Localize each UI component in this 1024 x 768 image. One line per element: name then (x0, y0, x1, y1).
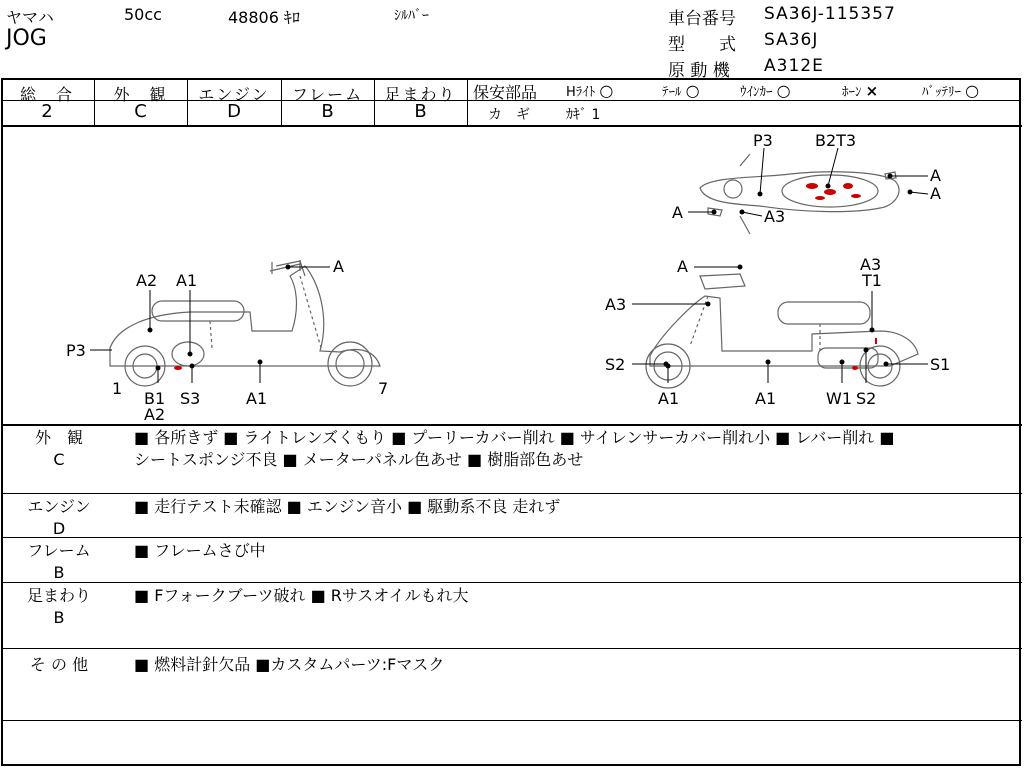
color: ｼﾙﾊﾞｰ (394, 8, 429, 24)
label-7: 7 (378, 379, 389, 398)
grade-value-frame: B (321, 101, 334, 122)
section-divider (1, 648, 1022, 649)
label-a-top3: A (672, 203, 683, 222)
chassis-label: 車台番号 (668, 9, 736, 29)
grade-value-overall: 2 (41, 101, 53, 122)
grade-label-exterior: 外 観 (113, 85, 168, 104)
section-engine-text: ■ 走行テスト未確認 ■ エンジン音小 ■ 駆動系不良 走れず (134, 497, 561, 516)
grade-col-sep (467, 78, 468, 126)
label-t1: T1 (862, 271, 882, 290)
section-title: 外 観 (34, 428, 83, 447)
label-a3-right: A3 (860, 255, 882, 274)
leader-lines (90, 148, 928, 383)
section-grade: B (53, 608, 65, 627)
section-frame-label (24, 540, 94, 584)
label-a3-side: A3 (605, 295, 627, 314)
section-exterior-label (24, 427, 94, 471)
section-divider (1, 720, 1022, 721)
right-side-scooter-drawing (646, 274, 918, 388)
section-title: エンジン (27, 497, 91, 516)
label-b2t3: B2T3 (815, 131, 857, 150)
grade-value-engine: D (227, 101, 241, 122)
safety-item-battery (922, 81, 979, 100)
label-w1: W1 (826, 389, 852, 408)
engine-value: A312E (764, 56, 824, 76)
top-view-scooter-drawing (700, 154, 899, 234)
section-grade: C (53, 450, 65, 469)
chassis-number: SA36J-115357 (764, 4, 896, 24)
grade-label-engine: エンジン (198, 85, 270, 104)
label-s2: S2 (605, 355, 626, 374)
grade-label-suspension: 足まわり (384, 85, 457, 104)
safety-label: 保安部品 (473, 83, 538, 102)
label-a-top2: A (930, 184, 941, 203)
safety-item-name: ﾃｰﾙ (662, 85, 682, 100)
safety-item-name: Hﾗｲﾄ (566, 85, 596, 100)
maker: ヤマハ (6, 8, 54, 27)
section-grade: B (53, 563, 65, 582)
grade-label-overall: 総 合 (19, 85, 74, 104)
label-a-top1: A (930, 166, 941, 185)
safety-item-mark: × (865, 82, 879, 100)
label-a1-lower: A1 (246, 389, 268, 408)
key-value: ｶｷﾞ 1 (566, 107, 601, 123)
label-p3: P3 (66, 341, 86, 360)
diagram-bottom-line (1, 424, 1022, 426)
label-s3: S3 (180, 389, 201, 408)
label-a1: A1 (176, 271, 198, 290)
safety-item-mark: ○ (776, 81, 791, 100)
grade-value-exterior: C (134, 101, 147, 122)
safety-item-mark: ○ (965, 81, 980, 100)
section-suspension-text: ■ Fフォークブーツ破れ ■ Rサスオイルもれ大 (134, 586, 469, 605)
label-a2-lower: A2 (144, 405, 166, 424)
safety-divider (467, 100, 1021, 101)
safety-item-horn (842, 81, 878, 100)
label-a: A (333, 257, 344, 276)
safety-item-name: ﾎｰﾝ (842, 85, 862, 100)
section-other-label (24, 654, 94, 676)
safety-item-name: ﾊﾞｯﾃﾘｰ (922, 85, 961, 100)
label-a1-right2: A1 (755, 389, 777, 408)
section-title: そ の 他 (29, 655, 89, 674)
section-suspension-label (24, 585, 94, 629)
safety-item-headlight (566, 81, 613, 100)
label-s2-right: S2 (856, 389, 877, 408)
type-label: 型 式 (668, 35, 736, 55)
section-title: 足まわり (26, 586, 91, 605)
section-engine-label (24, 496, 94, 540)
safety-item-mark: ○ (599, 81, 614, 100)
scooter-diagram (0, 126, 1022, 424)
section-exterior-text: ■ 各所きず ■ ライトレンズくもり ■ プーリーカバー削れ ■ サイレンサーカバー削れ小 ■ レバー削れ ■ シートスポンジ不良 ■ メーターパネル色あせ ■ 樹脂部色あせ (134, 428, 895, 469)
model-name: JOG (6, 26, 47, 51)
safety-item-winker (740, 81, 791, 100)
label-s1: S1 (930, 355, 951, 374)
type-value: SA36J (764, 30, 819, 50)
label-a1-right: A1 (658, 389, 680, 408)
safety-item-mark: ○ (685, 81, 700, 100)
label-a3-top: A3 (764, 207, 786, 226)
label-1: 1 (112, 379, 123, 398)
label-a-right: A (677, 257, 688, 276)
section-divider (1, 537, 1022, 538)
section-grade: D (52, 519, 66, 538)
engine-label: 原 動 機 (668, 61, 730, 81)
displacement: 50cc (124, 5, 162, 24)
section-divider (1, 582, 1022, 583)
label-p3-top: P3 (753, 131, 773, 150)
safety-item-tail (662, 81, 700, 100)
section-other-text: ■ 燃料計針欠品 ■カスタムパーツ:Fマスク (134, 655, 445, 674)
mileage: 48806 ｷﾛ (228, 8, 300, 27)
section-frame-text: ■ フレームさび中 (134, 541, 266, 560)
safety-item-name: ｳｲﾝｶｰ (740, 85, 773, 100)
grade-label-frame: フレーム (291, 85, 364, 104)
section-title: フレーム (27, 541, 91, 560)
label-a2: A2 (136, 271, 158, 290)
label-b1: B1 (144, 389, 166, 408)
grade-value-suspension: B (414, 101, 427, 122)
key-label: カ ギ (488, 107, 530, 123)
section-divider (1, 493, 1022, 494)
